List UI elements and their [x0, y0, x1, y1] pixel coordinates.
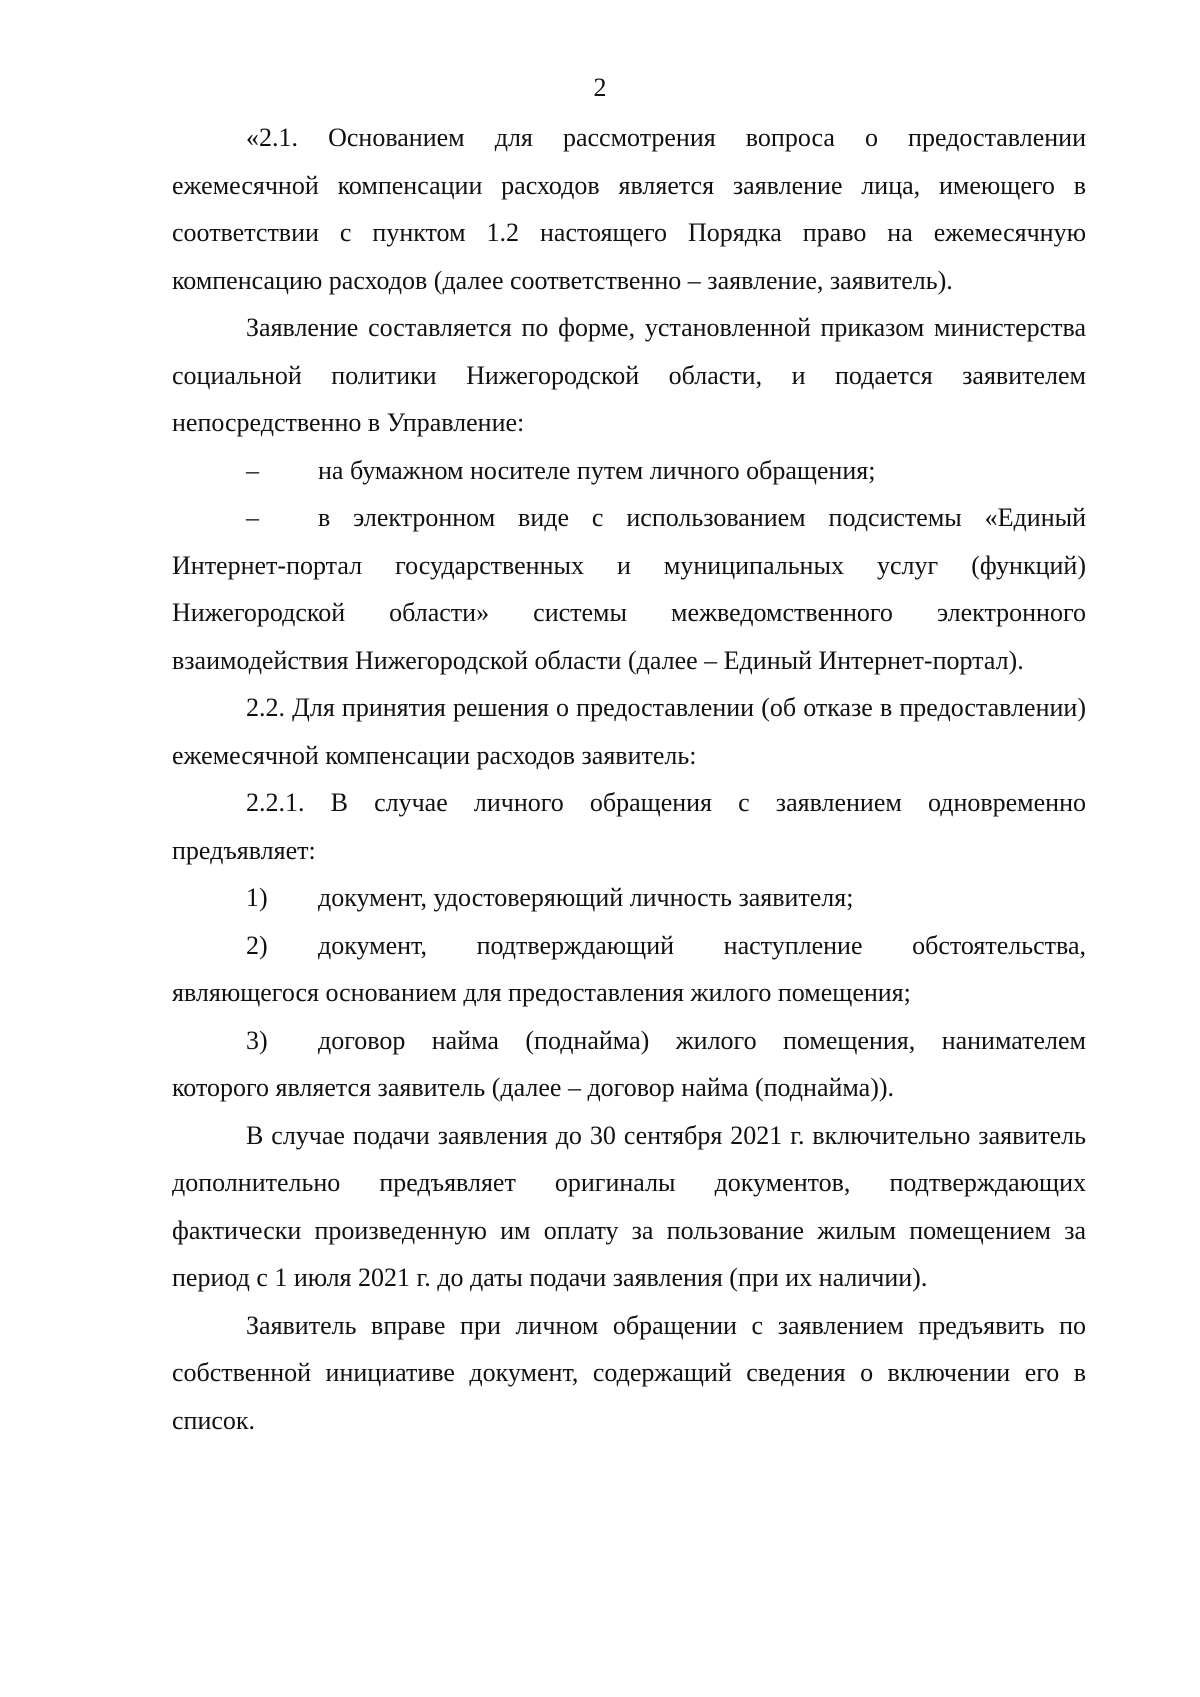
page-number: 2: [593, 73, 607, 102]
paragraph-optional-document: Заявитель вправе при личном обращении с заявлением предъявить по собственной инициативе документ, содержащий сведения о включении его в список.: [172, 1310, 1086, 1435]
document-body: [172, 114, 1086, 1444]
list-item-text: документ, удостоверяющий личность заявителя;: [318, 883, 854, 912]
paragraph-2-2-1: 2.2.1. В случае личного обращения с заявлением одновременно предъявляет:: [172, 788, 1086, 865]
list-item-electronic: [172, 494, 1086, 684]
paragraph-2-2: 2.2. Для принятия решения о предоставлении (об отказе в предоставлении) ежемесячной компенсации расходов заявитель:: [172, 693, 1086, 770]
list-item-text: в электронном виде с использованием подсистемы «Единый Интернет-портал государственных и муниципальных услуг (функций) Нижегородской области» системы межведомственного электронного взаимодействия Нижегородской области (далее – Единый Интернет-портал).: [172, 503, 1086, 675]
list-item-text: документ, подтверждающий наступление обстоятельства, являющегося основанием для предоставления жилого помещения;: [172, 930, 1086, 1007]
list-marker: 1): [246, 883, 268, 912]
list-item-text: на бумажном носителе путем личного обращения;: [318, 455, 876, 485]
paragraph-application-form: Заявление составляется по форме, установленной приказом министерства социальной политики Нижегородской области, и подается заявителем непосредственно в Управление:: [172, 313, 1086, 437]
list-item-identity-document: [172, 874, 1086, 922]
list-item-text: договор найма (поднайма) жилого помещения, нанимателем которого является заявитель (далее – договор найма (поднайма)).: [172, 1025, 1086, 1102]
list-marker: 3): [246, 1025, 268, 1055]
list-marker: –: [246, 503, 259, 532]
list-item-lease-agreement: [172, 1017, 1086, 1112]
list-item-paper: [172, 447, 1086, 495]
list-marker: 2): [246, 930, 268, 960]
list-marker: –: [246, 455, 259, 485]
list-item-circumstance-document: [172, 922, 1086, 1017]
paragraph-2-1: «2.1. Основанием для рассмотрения вопроса о предоставлении ежемесячной компенсации расходов является заявление лица, имеющего в соответствии с пунктом 1.2 настоящего Порядка право на ежемесячную компенсацию расходов (далее соответственно – заявление, заявитель).: [172, 123, 1086, 295]
paragraph-deadline: В случае подачи заявления до 30 сентября 2021 г. включительно заявитель дополнительно предъявляет оригиналы документов, подтверждающих фактически произведенную им оплату за пользование жилым помещением за период с 1 июля 2021 г. до даты подачи заявления (при их наличии).: [172, 1120, 1086, 1292]
